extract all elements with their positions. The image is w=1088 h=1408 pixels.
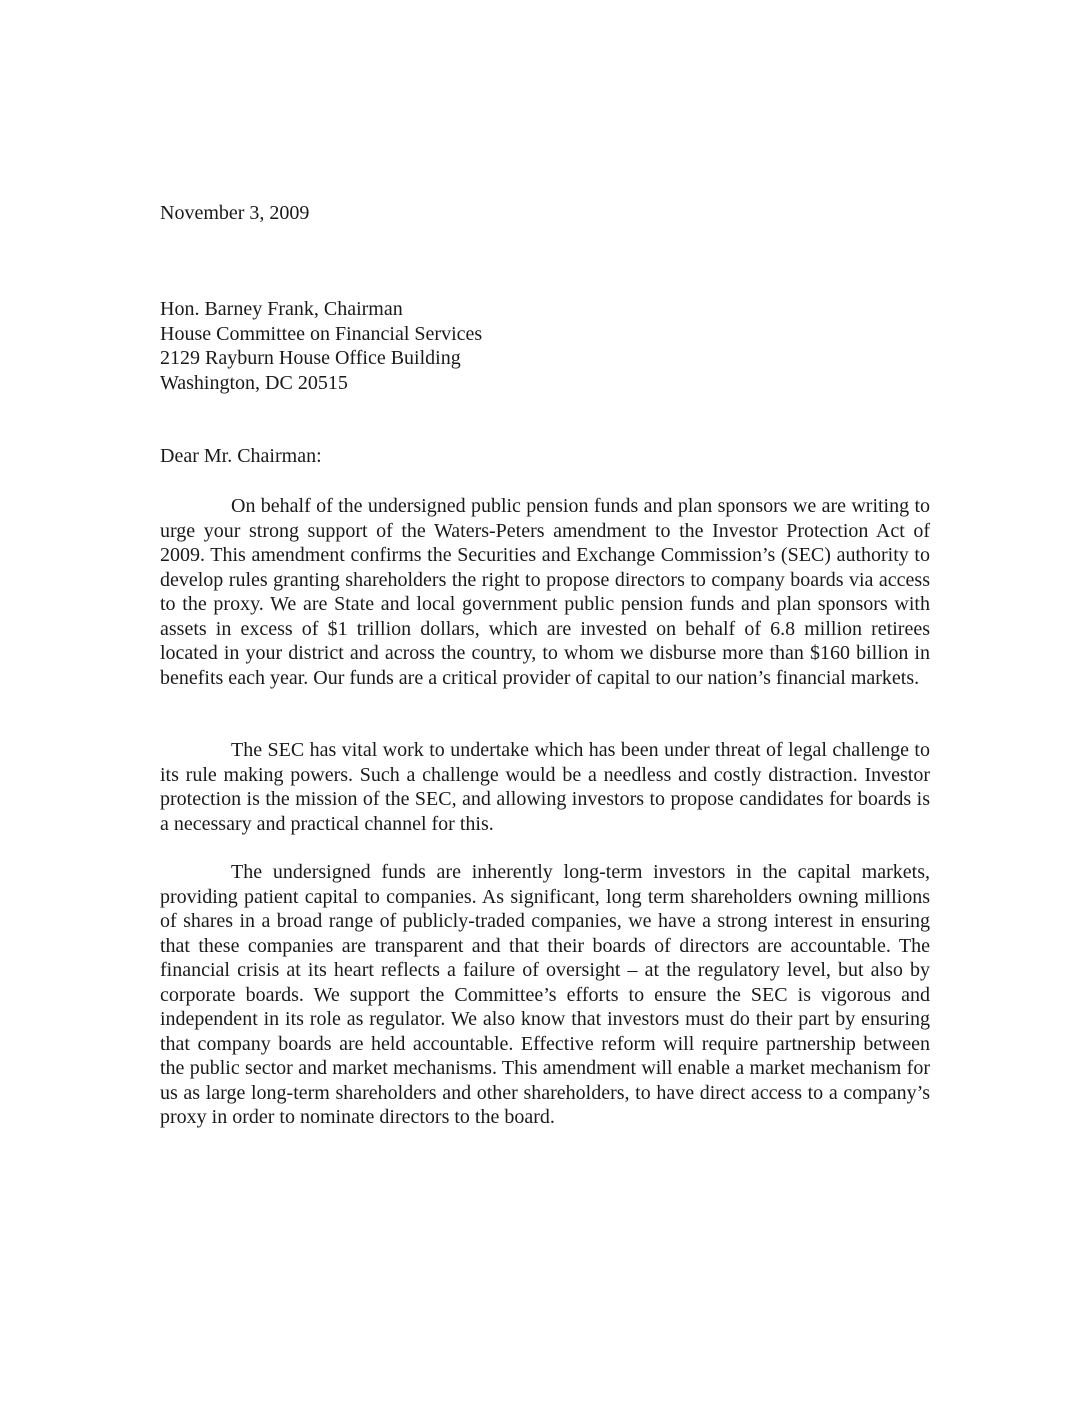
recipient-city-line: Washington, DC 20515 <box>160 371 348 394</box>
body-paragraph-2: The SEC has vital work to undertake which has been under threat of legal challenge to its rule making powers. Such a challenge would be a needless and costly distraction. Investor protection is the mission of the SEC, and allowing investors to propose candidates for boards is a necessary and practical channel for this. <box>160 739 930 835</box>
body-paragraph-1: On behalf of the undersigned public pension funds and plan sponsors we are writing to urge your strong support of the Waters-Peters amendment to the Investor Protection Act of 2009. This amendment confirms the Securities and Exchange Commission’s (SEC) authority to develop rules granting shareholders the right to propose directors to company boards via access to the proxy. We are State and local government public pension funds and plan sponsors with assets in excess of $1 trillion dollars, which are invested on behalf of 6.8 million retirees located in your district and across the country, to whom we disburse more than $160 billion in benefits each year. Our funds are a critical provider of capital to our nation’s financial markets. <box>160 495 930 689</box>
recipient-building-line: 2129 Rayburn House Office Building <box>160 347 461 369</box>
body-paragraph-3: The undersigned funds are inherently long-term investors in the capital markets, providing patient capital to companies. As significant, long term shareholders owning millions of shares in a broad range of publicly-traded companies, we have a strong interest in ensuring that these companies are transparent and that their boards of directors are accountable. The financial crisis at its heart reflects a failure of oversight – at the regulatory level, but also by corporate boards. We support the Committee’s efforts to ensure the SEC is vigorous and independent in its role as regulator. We also know that investors must do their part by ensuring that company boards are held accountable. Effective reform will require partnership between the public sector and market mechanisms. This amendment will enable a market mechanism for us as large long-term shareholders and other shareholders, to have direct access to a company’s proxy in order to nominate directors to the board. <box>160 861 930 1128</box>
letter-date: November 3, 2009 <box>160 202 310 224</box>
recipient-committee-line: House Committee on Financial Services <box>160 322 483 345</box>
salutation: Dear Mr. Chairman: <box>160 445 322 467</box>
recipient-name-line: Hon. Barney Frank, Chairman <box>160 298 403 320</box>
recipient-address <box>160 297 482 395</box>
